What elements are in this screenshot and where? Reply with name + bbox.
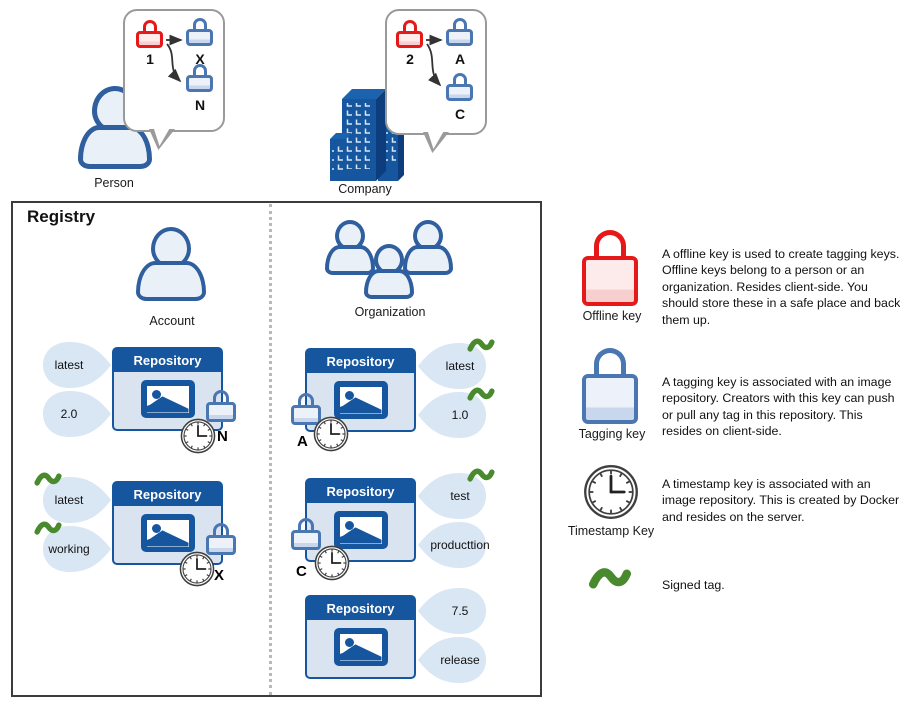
tag-label: latest [54,493,84,507]
tag-bubble [417,588,487,634]
person-body [364,269,414,299]
speech-bubble-tail [423,132,449,153]
tagging-key-icon [446,73,473,101]
account-icon [136,227,206,301]
image-icon-picture [340,387,382,414]
offline-key-label: 2 [406,51,414,67]
tag-label: producttion [430,538,490,552]
repository-header: Repository [114,349,221,372]
tag-bubble [42,391,112,437]
image-icon [141,380,195,418]
repository-header: Repository [307,480,414,503]
repo-tagging-key-label: X [214,567,225,584]
tag-bubble [417,522,490,568]
signed-tag-icon [589,564,631,594]
image-icon [334,381,388,419]
speech-bubble-tail [149,129,175,150]
tagging-key-label: C [454,106,466,122]
timestamp-key-icon [314,545,350,581]
repository-header: Repository [307,597,414,620]
tag-bubble [417,637,487,683]
offline-key-legend-label: Offline key [582,309,642,323]
offline-key-icon [396,20,423,48]
repo-tagging-key-label: N [217,428,228,445]
signed-tag-icon [467,466,495,485]
tag-bubble [417,473,487,519]
repository-header: Repository [307,350,414,373]
registry-divider [269,204,272,695]
tag-bubble [417,392,487,438]
timestamp-key-icon [313,416,349,452]
registry-title: Registry [27,207,96,226]
timestamp-key-legend-text: A timestamp key is associated with an image repository. This is created by Docker and resides on the server. [662,477,900,524]
image-icon [141,514,195,552]
tag-label: 1.0 [451,408,469,422]
tagging-key-label: N [194,97,206,113]
tag-bubble [42,342,112,388]
tag-label: latest [445,359,475,373]
timestamp-key-legend-label: Timestamp Key [567,524,655,538]
signed-tag-icon [467,385,495,404]
tagging-key-icon [446,18,473,46]
timestamp-key-icon [180,418,216,454]
person-key-bubble [123,9,225,132]
tag-label: 2.0 [60,407,78,421]
signed-tag-legend-text: Signed tag. [662,578,725,592]
tagging-key-icon [186,64,213,92]
image-icon [334,511,388,549]
image-icon [334,628,388,666]
tag-bubble [42,477,112,523]
tagging-key-label: X [195,51,205,67]
company-label: Company [338,182,392,196]
tagging-key-icon [186,18,213,46]
offline-key-label: 1 [146,51,154,67]
person-label: Person [94,176,134,190]
offline-key-icon [136,20,163,48]
tagging-key-icon [582,348,638,424]
tag-label: release [440,653,480,667]
repository-header: Repository [114,483,221,506]
tagging-key-legend-text: A tagging key is associated with an image repository. Creators with this key can push or pull any tag in this repository. This resides on client-side. [662,375,895,439]
organization-member-icon [364,244,414,299]
tag-label: working [48,542,90,556]
organization-label: Organization [354,305,426,319]
account-label: Account [149,314,195,328]
signed-tag-icon [34,519,62,538]
repo-tagging-key-label: A [297,433,308,450]
repository-card [305,595,416,679]
tagging-key-label: A [454,51,466,67]
timestamp-key-icon [583,464,639,520]
signed-tag-icon [34,470,62,489]
tag-label: latest [54,358,84,372]
timestamp-key-icon [179,551,215,587]
tag-bubble [417,343,487,389]
image-icon-picture [340,634,382,661]
company-key-bubble [385,9,487,135]
image-icon-picture [147,520,189,547]
offline-key-icon [582,230,638,306]
image-icon-picture [340,517,382,544]
repo-tagging-key-label: C [296,563,307,580]
image-icon-picture [147,386,189,413]
tag-label: test [450,489,470,503]
tag-bubble [42,526,112,572]
tag-label: 7.5 [451,604,469,618]
signed-tag-icon [467,336,495,355]
person-body [136,261,206,301]
tagging-key-legend-label: Tagging key [578,427,646,441]
offline-key-legend-text: A offline key is used to create tagging keys. Offline keys belong to a person or an organization. Resides client-side. You should store these in a safe place and back them up. [662,247,900,327]
